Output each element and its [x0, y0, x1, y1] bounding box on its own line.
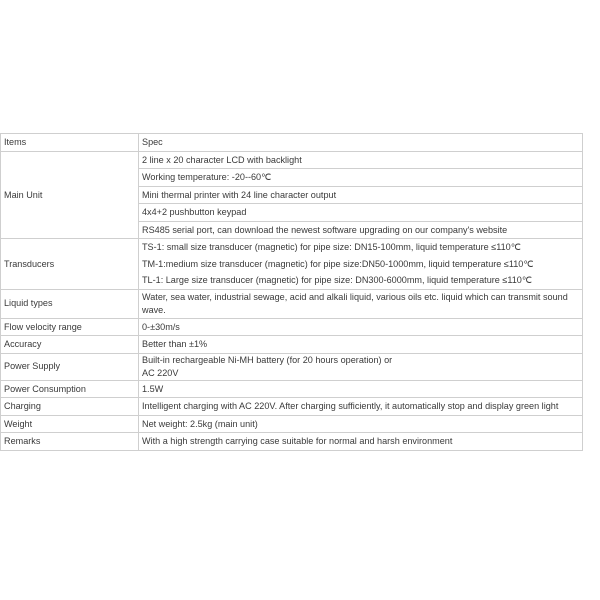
transducer-tm1: TM-1:medium size transducer (magnetic) for pipe size:DN50-1000mm, liquid temperature ≤110℃ [142, 258, 534, 269]
header-items: Items [1, 134, 139, 152]
liquid-types-value: Water, sea water, industrial sewage, acid and alkali liquid, various oils etc. liquid which can transmit sound wave. [139, 289, 583, 318]
transducer-ts1: TS-1: small size transducer (magnetic) for pipe size: DN15-100mm, liquid temperature ≤110℃ [142, 242, 521, 252]
table-header-row [1, 134, 583, 152]
row-label-power-consumption: Power Consumption [1, 380, 139, 398]
header-spec: Spec [139, 134, 583, 152]
main-unit-line: 4x4+2 pushbutton keypad [139, 204, 583, 222]
power-supply-cell [139, 353, 583, 380]
row-label-power-supply: Power Supply [1, 353, 139, 380]
charging-value: Intelligent charging with AC 220V. After charging sufficiently, it automatically stop and display green light [139, 398, 583, 416]
table-row [1, 318, 583, 336]
table-row [1, 151, 583, 169]
row-label-charging: Charging [1, 398, 139, 416]
table-row [1, 433, 583, 451]
row-label-weight: Weight [1, 415, 139, 433]
row-label-flow-velocity: Flow velocity range [1, 318, 139, 336]
row-label-transducers: Transducers [1, 239, 139, 290]
accuracy-value: Better than ±1% [139, 336, 583, 354]
transducer-tl1: TL-1: Large size transducer (magnetic) for pipe size: DN300-6000mm, liquid temperature ≤110℃ [142, 275, 533, 285]
power-supply-line: AC 220V [142, 367, 179, 378]
table-row [1, 353, 583, 380]
spec-table [0, 133, 583, 451]
remarks-value: With a high strength carrying case suitable for normal and harsh environment [139, 433, 583, 451]
weight-value: Net weight: 2.5kg (main unit) [139, 415, 583, 433]
table-row [1, 336, 583, 354]
transducers-cell [139, 239, 583, 290]
flow-velocity-value: 0-±30m/s [139, 318, 583, 336]
main-unit-line: RS485 serial port, can download the newest software upgrading on our company's website [139, 221, 583, 239]
row-label-remarks: Remarks [1, 433, 139, 451]
main-unit-line: 2 line x 20 character LCD with backlight [139, 151, 583, 169]
table-row [1, 415, 583, 433]
main-unit-line: Mini thermal printer with 24 line character output [139, 186, 583, 204]
table-row [1, 398, 583, 416]
main-unit-line: Working temperature: -20--60℃ [139, 169, 583, 187]
row-label-accuracy: Accuracy [1, 336, 139, 354]
power-consumption-value: 1.5W [139, 380, 583, 398]
table-row [1, 289, 583, 318]
table-row [1, 380, 583, 398]
row-label-main-unit: Main Unit [1, 151, 139, 239]
table-row [1, 239, 583, 290]
row-label-liquid-types: Liquid types [1, 289, 139, 318]
power-supply-line: Built-in rechargeable Ni-MH battery (for 20 hours operation) or [142, 354, 393, 365]
